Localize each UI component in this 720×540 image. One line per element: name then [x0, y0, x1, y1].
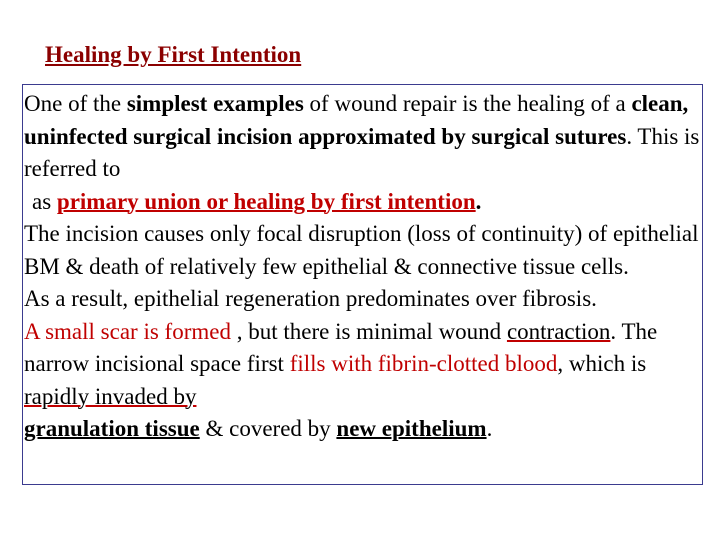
p4-rapidly-invaded: rapidly invaded by	[24, 383, 197, 409]
p4-small-scar: A small scar is formed	[24, 318, 237, 344]
p4-text-11: .	[486, 416, 493, 441]
p4-text-9: & covered by	[199, 416, 337, 441]
p4-text-2: , but there is minimal wound	[236, 318, 507, 344]
p4-text-6: , which is	[557, 351, 647, 376]
p1-bold-simplest-examples: simplest examples	[126, 91, 304, 116]
p1-text-6: as	[32, 188, 57, 214]
p1-text-8: .	[475, 188, 482, 214]
p4-granulation-tissue: granulation tissue	[24, 416, 200, 441]
body-text	[24, 88, 700, 446]
p1-primary-union: primary union or healing by first intention	[56, 188, 476, 214]
p1-text-1: One of the	[24, 91, 127, 116]
p1-text-3: of wound repair is the healing of a	[303, 91, 632, 116]
p4-contraction: contraction	[506, 318, 611, 344]
paragraph-3: As a result, epithelial regeneration predominates over fibrosis.	[24, 286, 597, 311]
p1-bold-clean-incision: clean, uninfected surgical incision approximated by surgical sutures	[24, 91, 689, 149]
paragraph-1	[24, 88, 700, 218]
p4-text-4: . The narrow incisional space first	[24, 318, 658, 376]
p4-new-epithelium: new epithelium	[336, 416, 487, 441]
paragraph-4	[24, 316, 700, 446]
p1-text-5: . This is referred to	[24, 123, 700, 181]
p4-fibrin-blood: fills with fibrin-clotted blood	[289, 351, 558, 376]
slide-title: Healing by First Intention	[45, 42, 302, 67]
paragraph-2: The incision causes only focal disruption (loss of continuity) of epithelial BM & death of relatively few epithelial & connective tissue cells.	[24, 221, 699, 279]
